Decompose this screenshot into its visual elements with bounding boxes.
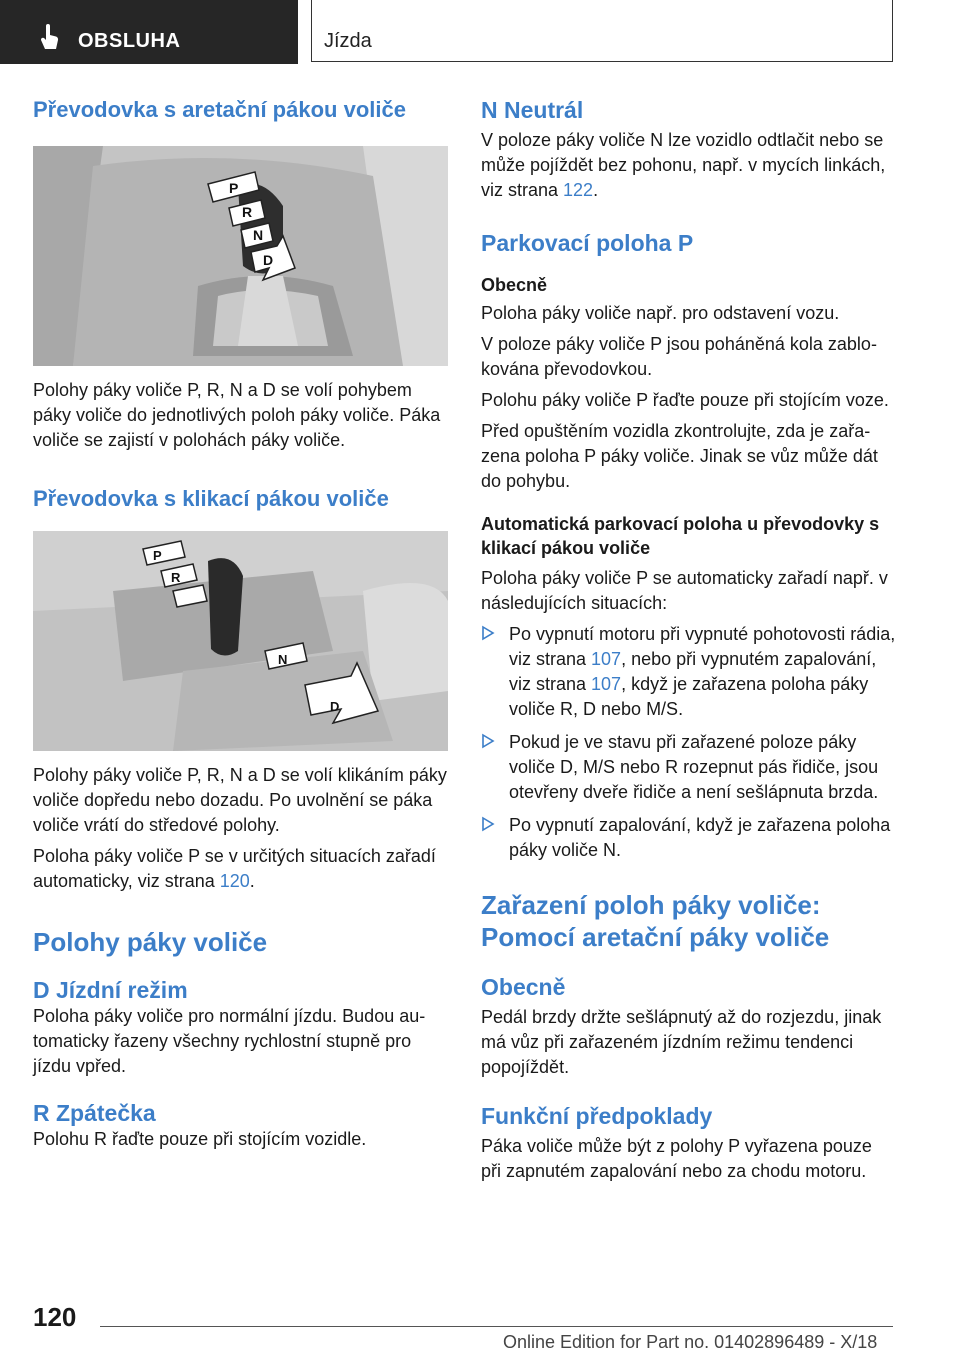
- gear2-label-r: R: [171, 570, 181, 585]
- paragraph-d: Poloha páky voliče pro normální jízdu. Budou automaticky řazeny všechny rychlostní stupně pro jízdu vpřed.: [33, 1006, 426, 1076]
- gear-selector-illustration: [33, 146, 448, 366]
- gear2-label-p: P: [153, 548, 162, 563]
- subheading-automaticka: Automatická parkovací poloha u převodovky s klikací pákou voliče: [481, 514, 880, 558]
- triangle-bullet-icon: [481, 625, 495, 641]
- triangle-bullet-icon: [481, 733, 495, 749]
- paragraph-p1: Poloha páky voliče např. pro odstavení vozu.: [481, 303, 840, 323]
- heading-d-jizdni: D Jízdní režim: [33, 977, 188, 1003]
- triangle-bullet-icon: [481, 816, 495, 832]
- paragraph-aretacni: Polohy páky voliče P, R, N a D se volí pohybem páky voliče do jednotlivých poloh páky voliče. Páka voliče se zajistí v polohách páky voliče.: [33, 380, 441, 450]
- heading-n-neutral: N Neutrál: [481, 97, 584, 123]
- paragraph-funkcni: Páka voliče může být z polohy P vyřazena pouze při zapnutém zapalování nebo za chodu motoru.: [481, 1136, 872, 1181]
- left-column: [33, 96, 448, 1152]
- heading-aretacni: Převodovka s aretační pákou voliče: [33, 97, 406, 122]
- gear-label-r: R: [242, 204, 253, 220]
- heading-zarazeni: Zařazení poloh páky voliče: Pomocí aretační páky voliče: [481, 890, 830, 952]
- figure-aretacni-selector: [33, 146, 448, 366]
- heading-polohy: Polohy páky voliče: [33, 927, 268, 957]
- header-section-tab[interactable]: [0, 0, 298, 64]
- right-column: [481, 96, 896, 1184]
- header-chapter-label: Jízda: [324, 30, 372, 52]
- paragraph-klikaci-1: Polohy páky voliče P, R, N a D se volí klikáním páky voliče dopředu nebo dozadu. Po uvolnění se páka voliče vrátí do středové polohy.: [33, 765, 447, 835]
- click-selector-illustration: [33, 531, 448, 751]
- heading-r-zpatecka: R Zpátečka: [33, 1100, 156, 1126]
- page-number: 120: [33, 1302, 77, 1332]
- page-link-120[interactable]: 120: [219, 871, 250, 891]
- gear-label-p: P: [229, 180, 239, 196]
- header-chapter: [311, 0, 893, 62]
- list-item: Pokud je ve stavu při zařazené poloze páky voliče D, M/S nebo R rozepnut pás řidiče, jsou otevřeny dveře řidiče a není sešlápnuta brzda.: [481, 730, 896, 805]
- footer-divider: [100, 1326, 893, 1327]
- gear2-label-d: D: [330, 699, 340, 714]
- paragraph-p2: V poloze páky voliče P jsou poháněná kola zablokována převodovkou.: [481, 334, 877, 379]
- paragraph-auto: Poloha páky voliče P se automaticky zařadí např. v následujících situacích:: [481, 568, 888, 613]
- page-link-107a[interactable]: 107: [591, 649, 622, 669]
- heading-klikaci: Převodovka s klikací pákou voliče: [33, 486, 389, 511]
- paragraph-p4: Před opuštěním vozidla zkontrolujte, zda je zařazena poloha P páky voliče. Jinak se vůz může dát do pohybu.: [481, 421, 878, 491]
- page-link-107b[interactable]: 107: [591, 674, 622, 694]
- paragraph-klikaci-2: Poloha páky voliče P se v určitých situacích zařadí automaticky, viz strana 120.: [33, 846, 436, 891]
- heading-funkcni: Funkční předpoklady: [481, 1103, 713, 1129]
- paragraph-n: V poloze páky voliče N lze vozidlo odtlačit nebo se může pojíždět bez pohonu, např. v mycích linkách, viz strana 122.: [481, 130, 886, 200]
- gear2-label-n: N: [278, 652, 288, 667]
- figure-klikaci-selector: [33, 531, 448, 751]
- list-item: Po vypnutí motoru při vypnuté pohotovosti rádia, viz strana 107, nebo při vypnutém zapalování, viz strana 107, když je zařazena poloha páky voliče R, D nebo M/S.: [481, 622, 896, 722]
- heading-obecne-2: Obecně: [481, 974, 566, 1000]
- gear-label-d: D: [263, 252, 274, 268]
- paragraph-zarazeni: Pedál brzdy držte sešlápnutý až do rozjezdu, jinak má vůz při zařazeném jízdním režimu tendenci popojíždět.: [481, 1007, 882, 1077]
- gear-label-n: N: [253, 227, 264, 243]
- paragraph-p3: Polohu páky voliče P řaďte pouze při stojícím voze.: [481, 390, 889, 410]
- list-item: Po vypnutí zapalování, když je zařazena poloha páky voliče N.: [481, 813, 896, 863]
- header-section-label: OBSLUHA: [78, 30, 181, 52]
- subheading-obecne-1: Obecně: [481, 275, 548, 295]
- situations-list: [481, 622, 896, 863]
- footer-edition: Online Edition for Part no. 01402896489 - X/18: [503, 1332, 878, 1352]
- page-link-122[interactable]: 122: [563, 180, 594, 200]
- paragraph-r: Polohu R řaďte pouze při stojícím vozidle.: [33, 1129, 367, 1149]
- hand-pointer-icon: [40, 24, 60, 52]
- heading-parkovaci: Parkovací poloha P: [481, 230, 694, 256]
